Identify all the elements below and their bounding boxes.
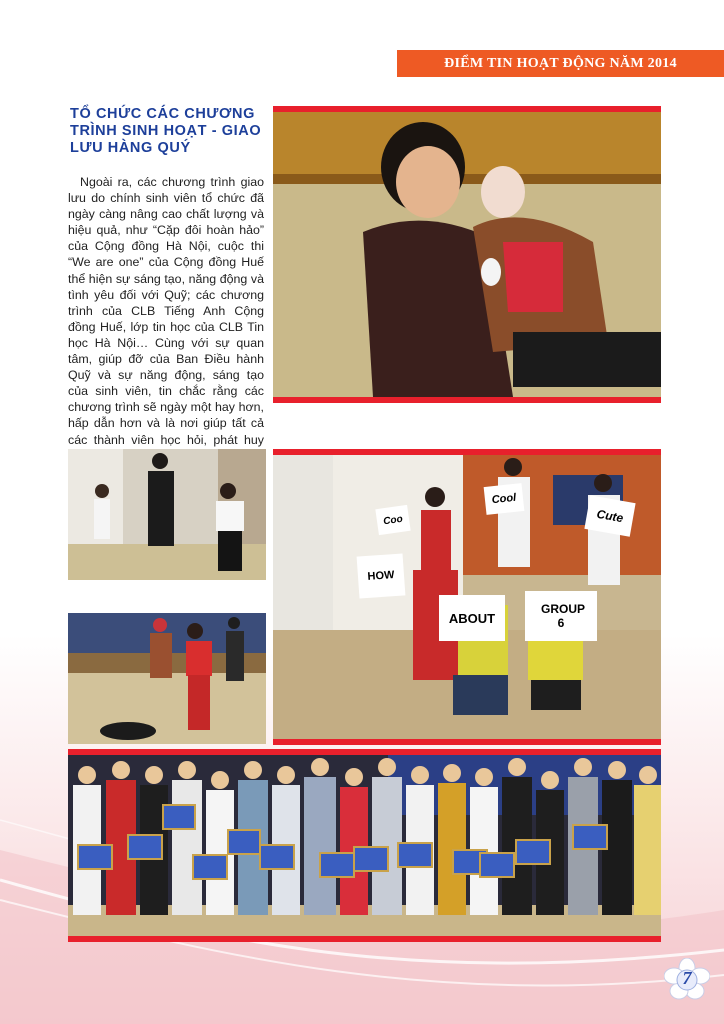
sign-coo (375, 505, 410, 535)
article-title-line: TỔ CHỨC CÁC CHƯƠNG (70, 106, 255, 122)
sign-group-6 (525, 591, 597, 641)
sign-cute-text: Cute (595, 506, 625, 526)
sign-group-6-text: GROUP 6 (541, 602, 586, 630)
sign-coo-text: Coo (382, 513, 404, 527)
article-title (70, 106, 270, 157)
sign-how-text: HOW (367, 569, 395, 583)
section-header-bar (397, 50, 724, 77)
page-number: 7 (682, 968, 692, 988)
photo-performance (68, 613, 266, 744)
sign-cool (484, 483, 525, 515)
article-title-line: LƯU HÀNG QUÝ (70, 140, 191, 156)
photo-group-signs (273, 449, 661, 745)
photo-mc-on-stage (68, 449, 266, 580)
sign-cool-text: Cool (491, 491, 517, 507)
sign-about (439, 595, 505, 641)
article-body: Ngoài ra, các chương trình giao lưu do chính sinh viên tổ chức đã ngày càng nâng cao chất lượng và hiệu quả, như “Cặp đôi hoàn hảo” của Cộng đồng Hà Nội, cuộc thi “We are one” của Cộng đồng Huế thể hiện sự sáng tạo, năng động và tình yêu đối với Quỹ; các chương trình của CLB Tiếng Anh Cộng đồng Huế, lớp tin học của CLB Tin học Hà Nội… Cùng với sự quan tâm, giúp đỡ của Ban Điều hành Quỹ và sự năng động, sáng tạo của sinh viên, tin chắc rằng các chương trình sẽ ngày một hay hơn, hấp dẫn hơn và là nơi giúp tất cả các thành viên học hỏi, phát huy (68, 175, 264, 447)
section-header-title: ĐIỂM TIN HOẠT ĐỘNG NĂM 2014 (444, 55, 677, 71)
photo-couple-on-carpet (273, 106, 661, 403)
sign-how (357, 553, 406, 598)
article-title-line: TRÌNH SINH HOẠT - GIAO (70, 123, 262, 139)
sign-about-text: ABOUT (448, 610, 496, 626)
photo-award-group (68, 749, 661, 942)
